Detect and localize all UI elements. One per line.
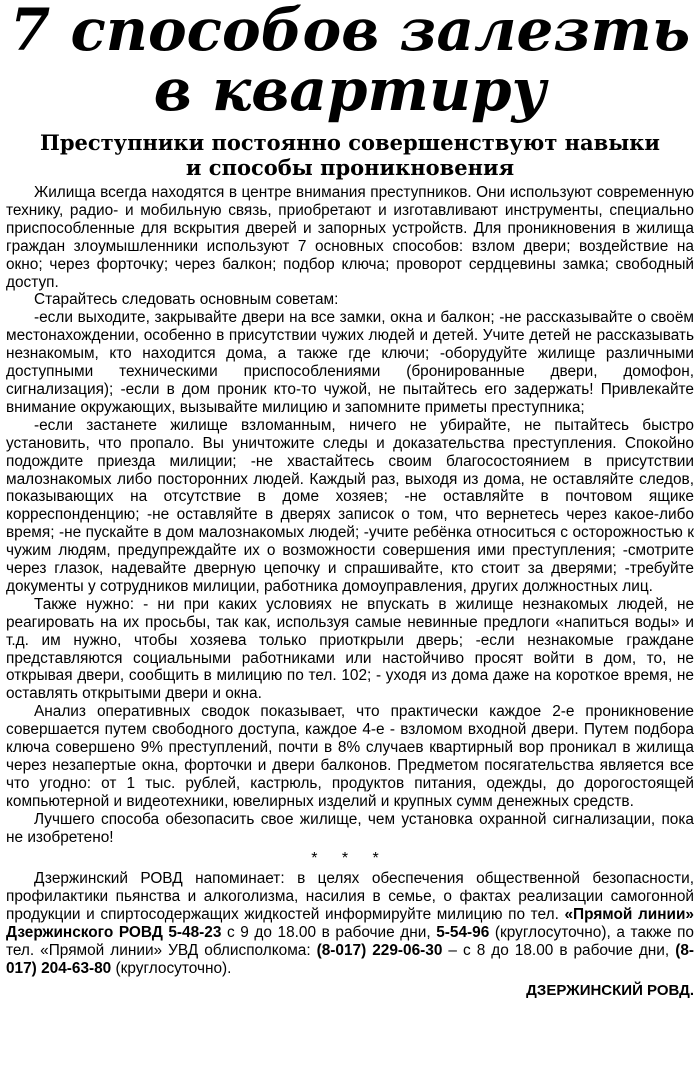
- subheadline-line-2: и способы проникновения: [185, 155, 515, 180]
- paragraph-advice-2: -если застанете жилище взломанным, ничего не убирайте, не пытайтесь быстро установить, что пропало. Вы уничтожите следы и доказательства преступления. Спокойно подождите приезда милиции; -не хвастайтесь своим благосостоянием в присутствии малознакомых либо посторонних людей. Каждый раз, выходя из дома, не оставляйте следов, показывающих на отсутствие в доме хозяев; -не оставляйте в почтовом ящике корреспонденцию; -не оставляйте в дверях записок о том, что вернетесь через какое-либо время; -не пускайте в дом малознакомых людей; -учите ребёнка относиться с осторожностью к чужим людям, предупреждайте их о возможности совершения ими преступления; -смотрите через глазок, надевайте дверную цепочку и спрашивайте, кто стоит за дверями; -требуйте документы у сотрудников милиции, работника домоуправления, других должностных лиц.: [6, 416, 694, 595]
- paragraph-notice: [6, 870, 694, 977]
- separator-stars: * * *: [311, 849, 389, 867]
- notice-intro: Дзержинский РОВД напоминает: в целях обеспечения общественной безопасности, профилактики пьянства и алкоголизма, насилия в семье, о фактах реализации самогонной продукции и спиртосодержащих жидкостей информируйте милицию по тел.: [6, 870, 694, 924]
- paragraph-advice-heading: Старайтесь следовать основным советам:: [34, 291, 339, 309]
- notice-phone-4: (8-017) 204-63-80: [6, 942, 694, 977]
- notice-hours-3: – с 8 до 18.00 в рабочие дни,: [442, 942, 676, 960]
- paragraph-also-needed: Также нужно: - ни при каких условиях не впускать в жилище незнакомых людей, не реагировать на их просьбы, так как, используя самые невинные предлоги «напиться воды» и т.д. им нужно, чтобы хозяева только приоткрыли дверь; -если незнакомые граждане представляются социальными работниками или настойчиво просят войти в дом, то, не открывая двери, сообщить в милицию по тел. 102; - уходя из дома даже на короткое время, не оставлять открытыми двери и окна.: [6, 595, 694, 703]
- subheadline: [16, 130, 684, 180]
- signature: ДЗЕРЖИНСКИЙ РОВД.: [526, 981, 694, 999]
- paragraph-conclusion: Лучшего способа обезопасить свое жилище, чем установка охранной сигнализации, пока не изобретено!: [6, 810, 694, 846]
- paragraph-advice-1: -если выходите, закрывайте двери на все замки, окна и балкон; -не рассказывайте о своём местонахождении, особенно в присутствии чужих людей и детей. Учите детей не рассказывать незнакомым, кто находится дома, а также где ключи; -оборудуйте жилище различными доступными техническими приспособлениями (бронированные двери, домофон, сигнализация); -если в дом проник кто-то чужой, не пытайтесь его задержать! Привлекайте внимание окружающих, вызывайте милицию и запомните приметы преступника;: [6, 309, 694, 416]
- notice-hotline: «Прямой линии» Дзержинского РОВД 5-48-23: [6, 906, 694, 942]
- subheadline-line-1: Преступники постоянно совершенствуют навыки: [39, 130, 661, 155]
- notice-phone-3: (8-017) 229-06-30: [316, 942, 443, 960]
- article-body: [6, 184, 694, 978]
- headline-line-2: в квартиру: [153, 56, 547, 124]
- paragraph-analysis: Анализ оперативных сводок показывает, что практически каждое 2-е проникновение совершается путем свободного доступа, каждое 4-е - взломом входной двери. Путем подбора ключа совершено 9% преступлений, почти в 8% случаев квартирный вор проникал в жилища через незапертые окна, форточки и двери балконов. Предметом посягательства является все что угодно: от 1 тыс. рублей, кастрюль, продуктов питания, одежды, до дорогостоящей компьютерной и видеотехники, ювелирных изделий и крупных сумм денежных средств.: [6, 703, 694, 810]
- paragraph-intro: Жилища всегда находятся в центре внимания преступников. Они используют современную технику, радио- и мобильную связь, приобретают и изготавливают инструменты, специально приспособленные для вскрытия дверей и запорных устройств. Для проникновения в жилища граждан злоумышленники используют 7 основных способов: взлом двери; воздействие на окно; через форточку; через балкон; подбор ключа; проворот сердцевины замка; свободный доступ.: [6, 184, 694, 291]
- notice-phone-2: 5-54-96: [436, 924, 490, 942]
- headline-line-1: 7 способов залезть: [9, 0, 691, 64]
- notice-hours-1: с 9 до 18.00 в рабочие дни,: [221, 924, 437, 942]
- notice-hours-4: (круглосуточно).: [111, 959, 232, 977]
- notice-hours-2: (круглосуточно), а также по тел. «Прямой линии» УВД облисполкома:: [6, 924, 694, 960]
